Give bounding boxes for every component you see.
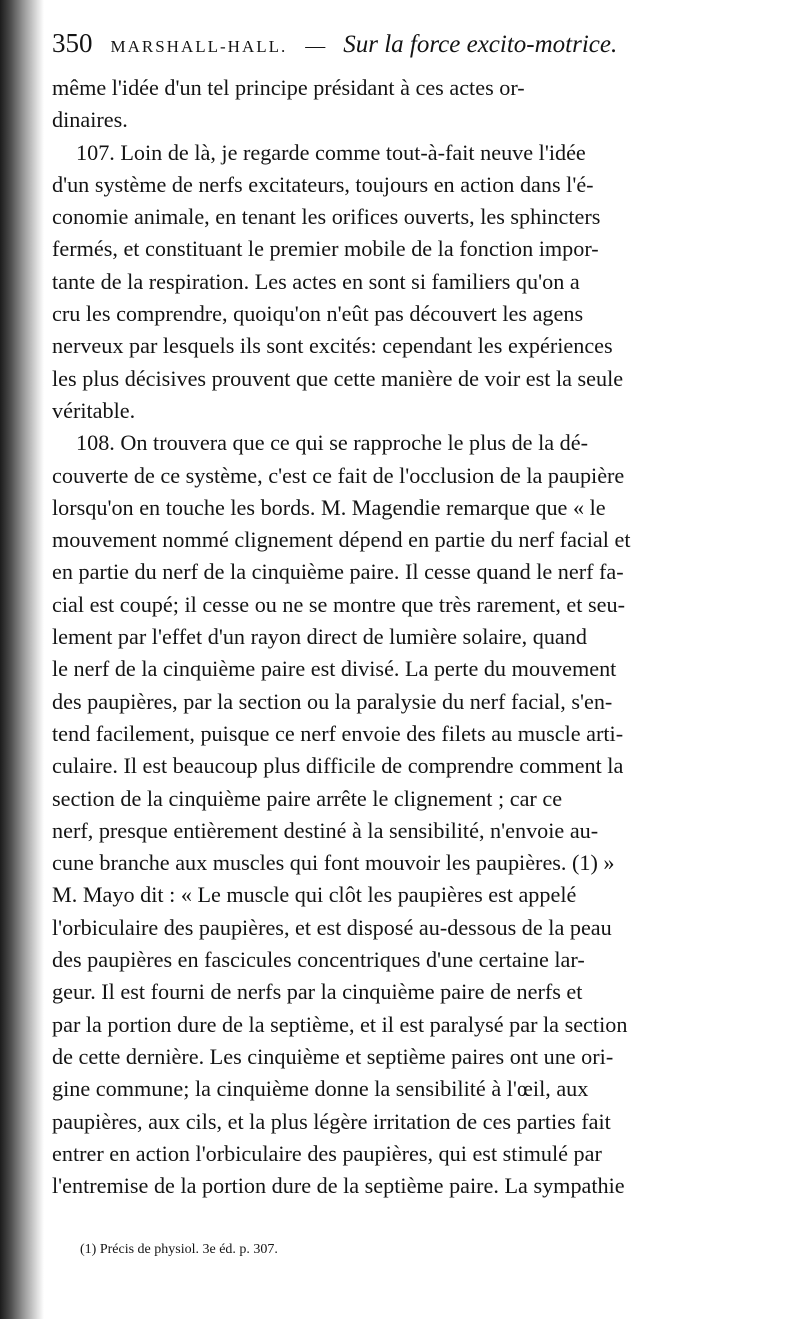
text-line: entrer en action l'orbiculaire des paupières, qui est stimulé par [52,1140,602,1166]
body-text [52,72,764,1202]
text-line: par la portion dure de la septième, et il est paralysé par la section [52,1011,628,1037]
text-line: culaire. Il est beaucoup plus difficile de comprendre comment la [52,753,624,779]
footnote-spacer [52,1202,764,1242]
text-line: geur. Il est fourni de nerfs par la cinquième paire de nerfs et [52,979,583,1005]
text-line: conomie animale, en tenant les orifices ouverts, les sphincters [52,204,601,230]
book-page [52,28,764,1258]
text-line: véritable. [52,397,136,423]
text-line: tend facilement, puisque ce nerf envoie des filets au muscle arti- [52,720,624,746]
text-line: nerveux par lesquels ils sont excités: cependant les expériences [52,333,613,359]
text-line: l'entremise de la portion dure de la septième paire. La sympathie [52,1173,625,1199]
text-line: paupières, aux cils, et la plus légère irritation de ces parties fait [52,1108,611,1134]
text-line: de cette dernière. Les cinquième et septième paires ont une ori- [52,1043,614,1069]
text-line: des paupières, par la section ou la paralysie du nerf facial, s'en- [52,688,613,714]
text-line: d'un système de nerfs excitateurs, toujours en action dans l'é- [52,171,594,197]
text-line: nerf, presque entièrement destiné à la sensibilité, n'envoie au- [52,817,599,843]
text-line: 108. On trouvera que ce qui se rapproche le plus de la dé- [76,430,588,456]
text-line: le nerf de la cinquième paire est divisé. La perte du mouvement [52,656,617,682]
text-line: section de la cinquième paire arrête le clignement ; car ce [52,785,563,811]
text-line: cru les comprendre, quoiqu'on n'eût pas découvert les agens [52,301,584,327]
text-line: même l'idée d'un tel principe présidant à ces actes or- [52,75,525,100]
text-line: couverte de ce système, c'est ce fait de l'occlusion de la paupière [52,462,625,488]
running-head-author: MARSHALL-HALL. [110,37,288,56]
footnote: (1) Précis de physiol. 3e éd. p. 307. [80,1242,278,1258]
text-line: 107. Loin de là, je regarde comme tout-à-fait neuve l'idée [76,139,586,165]
text-line: les plus décisives prouvent que cette manière de voir est la seule [52,365,624,391]
text-line: mouvement nommé clignement dépend en partie du nerf facial et [52,527,631,553]
text-line: M. Mayo dit : « Le muscle qui clôt les paupières est appelé [52,882,577,908]
text-line: en partie du nerf de la cinquième paire. Il cesse quand le nerf fa- [52,559,624,585]
running-head-title: Sur la force excito-motrice. [343,31,618,58]
text-line: dinaires. [52,107,128,133]
page-number: 350 [52,28,93,58]
text-line: cial est coupé; il cesse ou ne se montre que très rarement, et seu- [52,591,625,617]
text-line: fermés, et constituant le premier mobile de la fonction impor- [52,236,599,262]
running-head-separator: — [305,35,326,57]
text-line: lorsqu'on en touche les bords. M. Magendie remarque que « le [52,494,606,520]
text-line: tante de la respiration. Les actes en sont si familiers qu'on a [52,268,580,294]
text-line: des paupières en fascicules concentriques d'une certaine lar- [52,947,585,973]
text-line: gine commune; la cinquième donne la sensibilité à l'œil, aux [52,1076,589,1102]
book-binding-shadow [0,0,44,1319]
text-line: l'orbiculaire des paupières, et est disposé au-dessous de la peau [52,914,612,940]
running-head [52,28,764,72]
text-line: lement par l'effet d'un rayon direct de lumière solaire, quand [52,624,587,650]
text-line: cune branche aux muscles qui font mouvoir les paupières. (1) » [52,850,615,876]
